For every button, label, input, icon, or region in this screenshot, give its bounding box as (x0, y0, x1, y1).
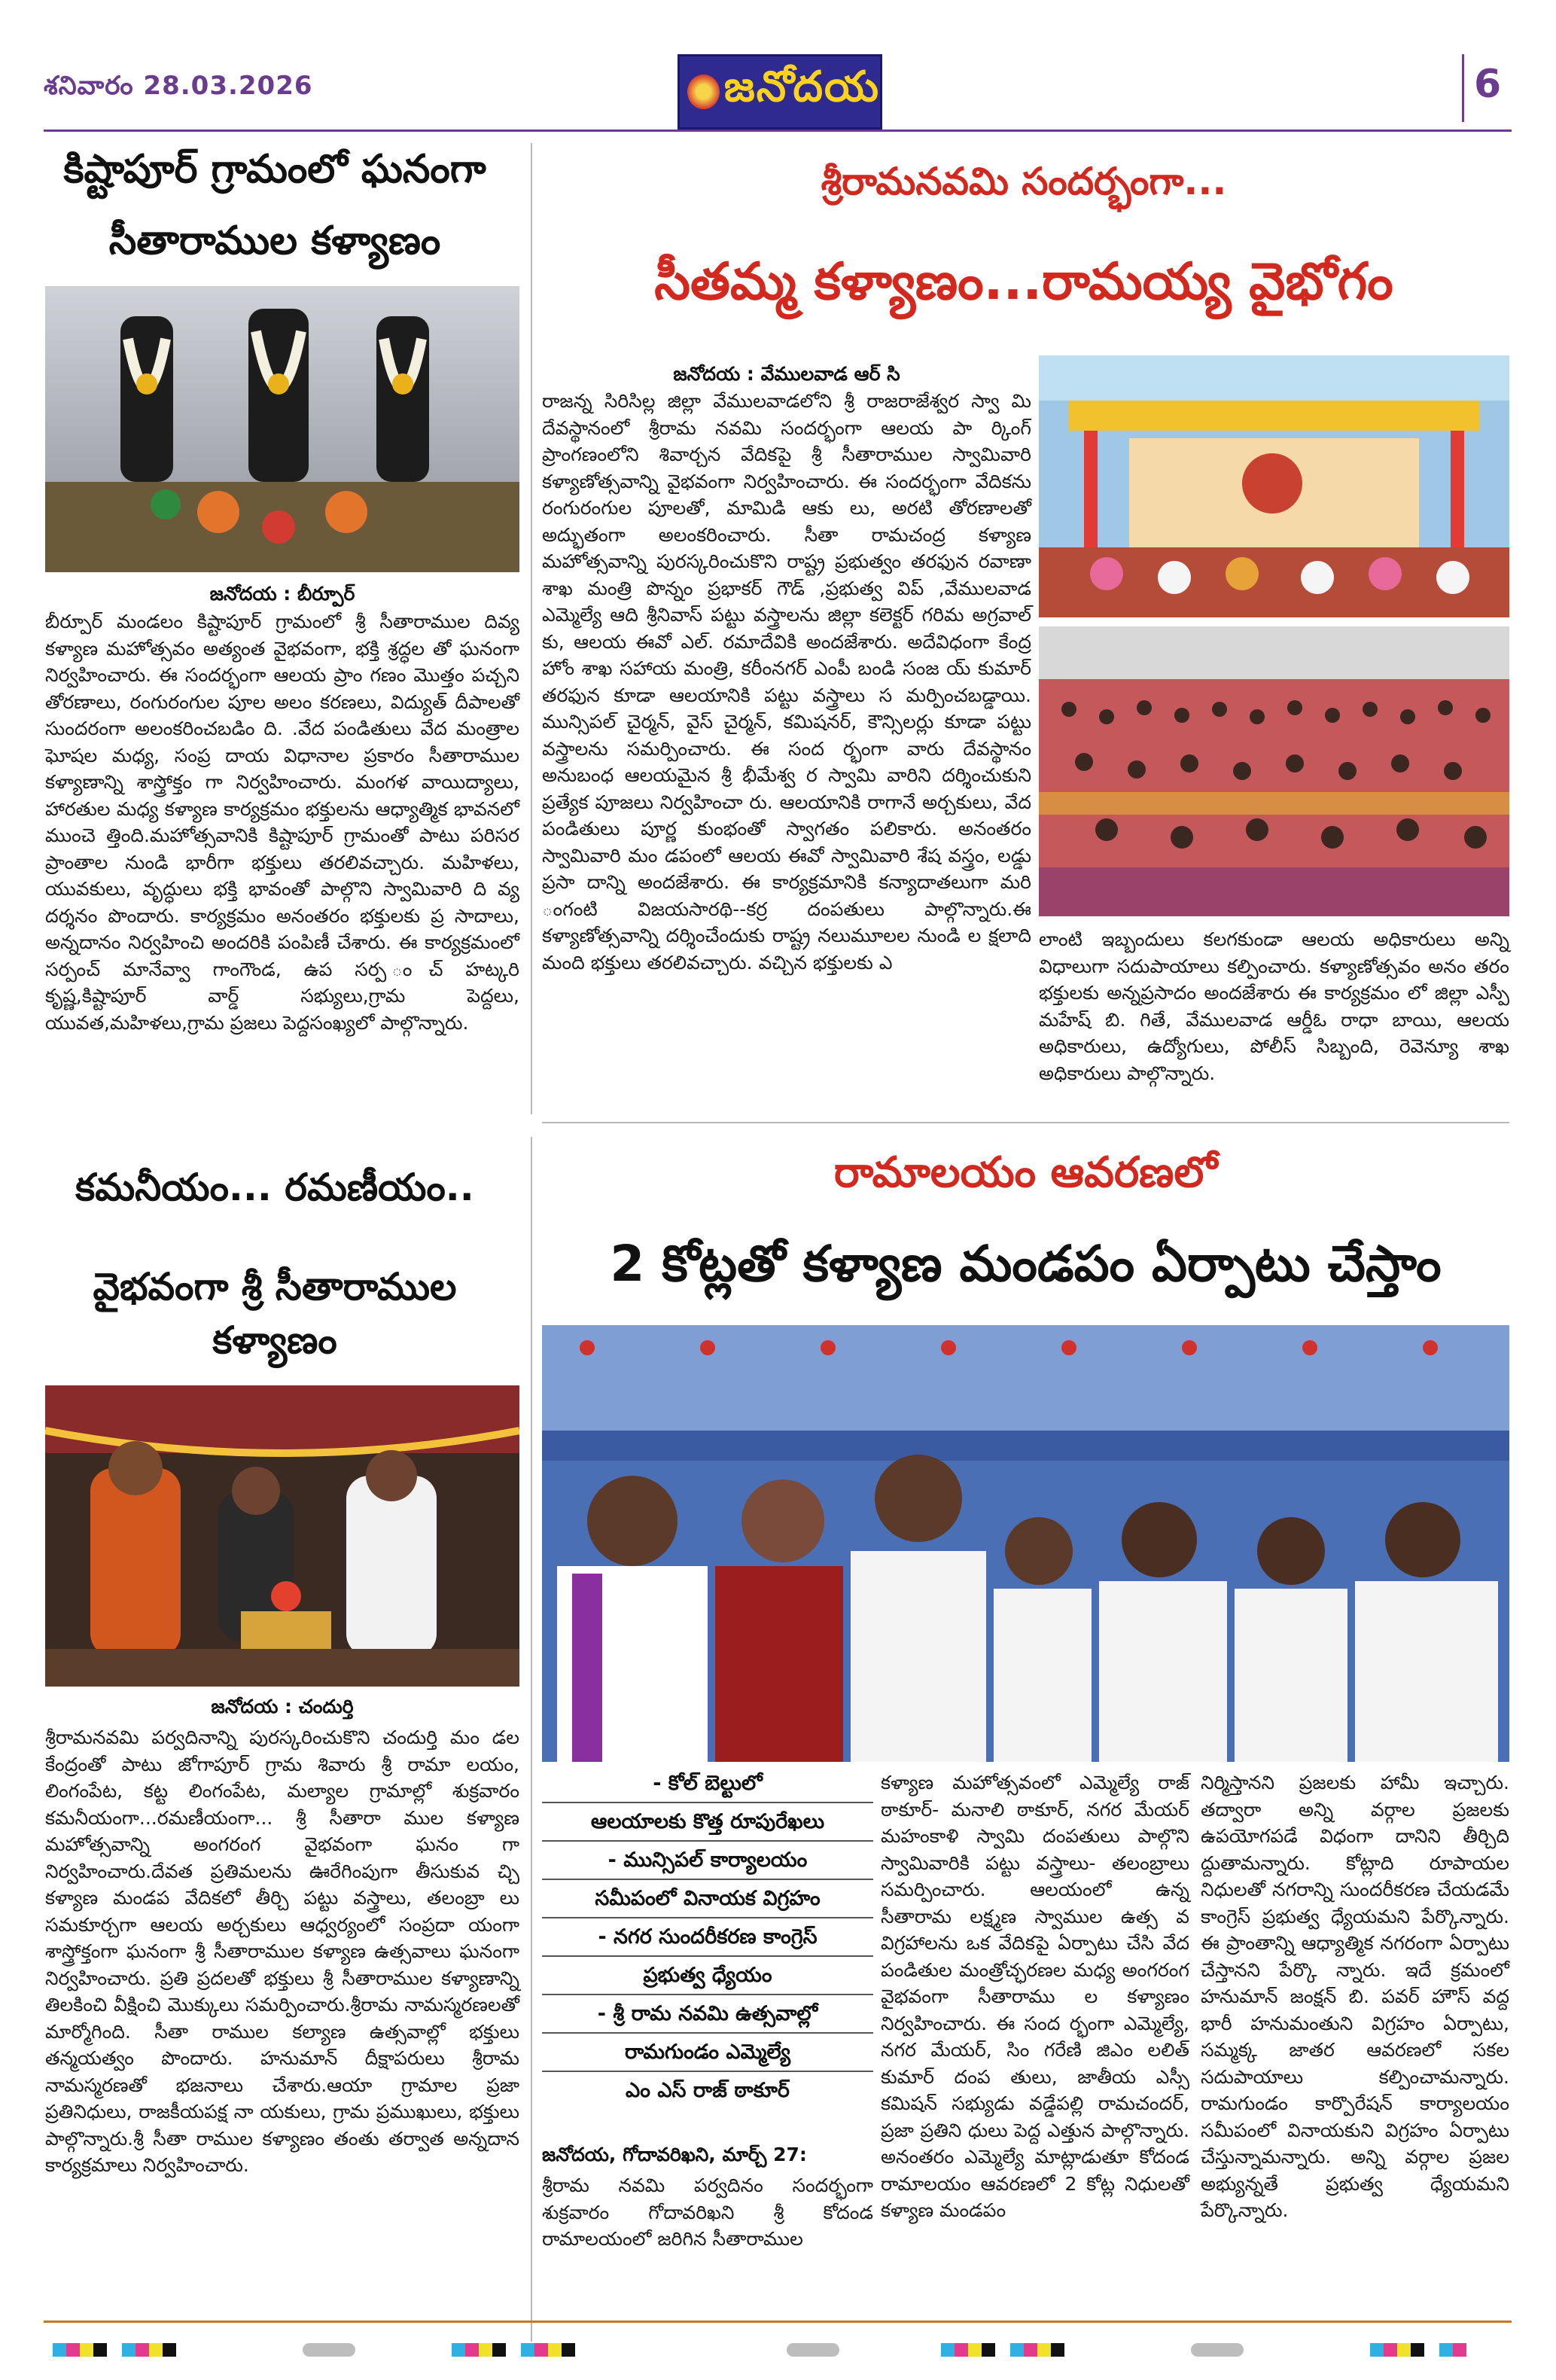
kalyanam-ritual-image (45, 1385, 519, 1687)
story2-headline: సీతమ్మ కళ్యాణం...రామయ్య వైభోగం (654, 252, 1393, 312)
page-number-divider (1462, 54, 1464, 122)
story2-body-left: రాజన్న సిరిసిల్ల జిల్లా వేములవాడలోని శ్రీ రాజరాజేశ్వర స్వా మి దేవస్థానంలో శ్రీరామ నవమి సందర్భంగా ఆలయ పా ర్కింగ్ ప్రాంగణంలోని శివార్చన వేదికపై శ్రీ సీతారాముల స్వామివారి కళ్యాణోత్సవాన్ని వైభవంగా నిర్వహించారు. ఈ సందర్భంగా వేదికను రంగురంగుల పూలతో, మామిడి ఆకు లు, అరటి తోరణాలతో అద్భుతంగా అలంకరించారు. సీతా రామచంద్ర కళ్యాణ మహోత్సవాన్ని పురస్కరించుకొని రాష్ట్ర ప్రభుత్వం తరఫున రవాణా శాఖ మంత్రి పొన్నం ప్రభాకర్ గౌడ్ ,ప్రభుత్వ విప్ ,వేములవాడ ఎమ్మెల్యే ఆది శ్రీనివాస్ పట్టు వస్త్రాలను జిల్లా కలెక్టర్ గరిమ అగ్రవాల్ కు, ఆలయ ఈవో ఎల్. రమాదేవికి అందజేశారు. అదేవిధంగా కేంద్ర హోం శాఖ సహాయ మంత్రి, కరీంనగర్ ఎంపీ బండి సంజ య్ కుమార్ తరఫున కూడా ఆలయానికి పట్టు వస్త్రాలు స మర్పించబడ్డాయి. మున్సిపల్ చైర్మన్, వైస్ చైర్మన్, కమిషనర్, కౌన్సిలర్లు కూడా పట్టు వస్త్రాలను సమర్పించారు. ఈ సంద ర్భంగా వారు దేవస్థానం అనుబంధ ఆలయమైన శ్రీ భీమేశ్వ ర స్వామి వారిని దర్శించుకుని ప్రత్యేక పూజలు నిర్వహించా రు. ఆలయానికి రాగానే అర్చకులు, వేద పండితులు పూర్ణ కుంభంతో స్వాగతం పలికారు. అనంతరం స్వామివారి మం డపంలో ఆలయ ఈవో స్వామివారి శేష వస్త్రం, లడ్డు ప్రసా దాన్ని అందజేశారు. ఈ కార్యక్రమానికి కన్యాదాతలుగా మరి ంగంటి విజయసారథి--కర్ర దంపతులు పాల్గొన్నారు.ఈ కళ్యాణోత్సవాన్ని దర్శించేందుకు రాష్ట్ర నలుమూలల నుండి ల క్షలాది మంది భక్తులు తరలివచ్చారు. వచ్చిన భక్తులకు ఎ (542, 390, 1031, 974)
highlight-2-line2: సమీపంలో వినాయక విగ్రహం (595, 1887, 821, 1910)
highlight-divider (542, 1879, 873, 1880)
section-divider (542, 1122, 1509, 1123)
story4-body-col2: కళ్యాణ మహోత్సవంలో ఎమ్మెల్యే రాజ్ ఠాకూర్- మనాలి ఠాకూర్, నగర మేయర్ మహంకాళి స్వామి దంపతులు పాల్గొని స్వామివారికి పట్టు వస్త్రాలు- తలంబ్రాలు సమర్పించారు. ఆలయంలో ఉన్న సీతారామ లక్ష్మణ స్వాముల ఉత్స వ విగ్రహాలను ఒక వేదికపై ఏర్పాటు చేసి వేద పండితుల మంత్రోచ్ఛరణల మధ్య అంగరంగ వైభవంగా సీతారాము ల కళ్యాణం నిర్వహించారు. ఈ సంద ర్భంగా ఎమ్మెల్యే, నగర మేయర్, సిం గరేణి జిఎం లలిత్ కుమార్ దంప తులు, జాతీయ ఎస్సీ కమిషన్ సభ్యుడు వడ్డేపల్లి రామచందర్, ప్రజా ప్రతిని ధులు పెద్ద ఎత్తున పాల్గొన్నారు. అనంతరం ఎమ్మెల్యే మాట్లాడుతూ కోదండ రామాలయం ఆవరణలో 2 కోట్ల నిధులతో కళ్యాణ మండపం (881, 1772, 1189, 2221)
highlight-3-line1: - నగర సుందరీకరణ కాంగ్రెస్ (598, 1925, 818, 1949)
registration-oval (787, 2343, 839, 2357)
registration-mark-far-right (1370, 2343, 1466, 2357)
masthead-rule (44, 130, 1512, 132)
column-divider-bottom (531, 1137, 532, 2342)
story4-body-col3: నిర్మిస్తానని ప్రజలకు హామీ ఇచ్చారు. తద్వారా అన్ని వర్గాల ప్రజలకు ఉపయోగపడే విధంగా దానిని తీర్చిది ద్దుతామన్నారు. కోట్లాది రూపాయల నిధులతో నగరాన్ని సుందరీకరణ చేయడమే కాంగ్రెస్ ప్రభుత్వ ధ్యేయమని పేర్కొన్నారు. ఈ ప్రాంతాన్ని ఆధ్యాత్మిక నగరంగా ఏర్పాటు చేస్తానని పేర్కొ న్నారు. ఇదే క్రమంలో హనుమాన్ జంక్షన్ బి. పవర్ హౌస్ వద్ద భారీ హనుమంతుని విగ్రహం ఏర్పాటు, సమ్మక్క జాతర ఆవరణలో సకల సదుపాయాలు కల్పించామన్నారు. రామగుండం కార్పొరేషన్ కార్యాలయం సమీపంలో వినాయకుని విగ్రహం ఏర్పాటు చేస్తున్నామన్నారు. అన్ని వర్గాల ప్రజల అభ్యున్నతే ప్రభుత్వ ధ్యేయమని పేర్కొన్నారు. (1201, 1772, 1509, 2221)
page-number: 6 (1474, 62, 1502, 107)
registration-mark-right (941, 2343, 1064, 2357)
highlight-1-line1: - కోల్ బెల్టులో (653, 1772, 763, 1795)
registration-oval (303, 2343, 355, 2357)
story3-dateline: జనోదయ : చందుర్తి (211, 1696, 354, 1717)
highlight-divider (542, 1955, 873, 1957)
highlight-divider (542, 1917, 873, 1918)
highlight-divider (542, 1802, 873, 1803)
highlight-divider (542, 1994, 873, 1995)
highlight-2-line1: - మున్సిపల్ కార్యాలయం (607, 1848, 808, 1872)
logo-name: జనోదయ (723, 62, 880, 111)
highlight-divider (542, 1840, 873, 1842)
highlight-divider (542, 2032, 873, 2034)
highlight-4-line2: రామగుండం ఎమ్మెల్యే (624, 2040, 791, 2064)
column-divider-top (531, 143, 532, 1114)
story4-photo-mla (542, 1325, 1509, 1762)
story2-body-right: లాంటి ఇబ్బందులు కలగకుండా ఆలయ అధికారులు అన్ని విధాలుగా సదుపాయాలు కల్పించారు. కళ్యాణోత్సవం అనం తరం భక్తులకు అన్నప్రసాదం అందజేశారు ఈ కార్యక్రమం లో జిల్లా ఎస్పీ మహేష్ బి. గితే, వేములవాడ ఆర్డీఓ రాధా బాయి, ఆలయ అధికారులు, ఉద్యోగులు, పోలీస్ సిబ్బంది, రెవెన్యూ శాఖ అధికారులు పాల్గొన్నారు. (1039, 928, 1509, 1084)
wedding-stage-image (1039, 355, 1509, 617)
highlight-1-line2: ఆలయాలకు కొత్త రూపురేఖలు (590, 1810, 825, 1833)
newspaper-logo (678, 54, 882, 130)
registration-mark-center (452, 2343, 575, 2357)
highlight-3-line2: ప్రభుత్వ ధ్యేయం (643, 1964, 772, 1987)
highlight-divider (542, 2071, 873, 2072)
story3-photo-ritual (45, 1385, 519, 1687)
story3-body: శ్రీరామనవమి పర్వదినాన్ని పురస్కరించుకొని చందుర్తి మం డల కేంద్రంతో పాటు జోగాపూర్ గ్రామ శివారు శ్రీ రామా లయం, లింగంపేట, కట్ట లింగంపేట, మల్యాల గ్రామాల్లో శుక్రవారం కమనీయంగా...రమణీయంగా... శ్రీ సీతారా ముల కళ్యాణ మహోత్సవాన్ని అంగరంగ వైభవంగా ఘనం గా నిర్వహించారు.దేవత ప్రతిమలను ఊరేగింపుగా తీసుకువ చ్చి కళ్యాణ మండప వేదికలో తీర్చి పట్టు వస్త్రాలు, తలంబ్రా లు సమకూర్చగా ఆలయ అర్చకులు ఆధ్వర్యంలో సంప్రదా యంగా శాస్త్రోక్తంగా ఘనంగా శ్రీ సీతారాముల కళ్యాణ ఉత్సవాలు ఘనంగా నిర్వహించారు. ప్రతి ప్రదలతో భక్తులు శ్రీ సీతారాముల కళ్యాణాన్ని తిలకించి వీక్షించి మొక్కులు సమర్పించారు.శ్రీరామ నామస్మరణలతో మార్మోగింది. సీతా రాముల కల్యాణ ఉత్సవాల్లో భక్తులు తన్మయత్వం పొందారు. హనుమాన్ దీక్షాపరులు శ్రీరామ నామస్మరణతో భజనాలు చేశారు.ఆయా గ్రామాల ప్రజా ప్రతినిధులు, రాజకీయపక్ష నా యకులు, గ్రామ ప్రముఖులు, భక్తులు పాల్గొన్నారు.శ్రీ సీతా రాముల కళ్యాణం తంతు తర్వాత అన్నదాన కార్యక్రమాలు నిర్వహించారు. (45, 1726, 519, 2176)
logo-emblem-icon (687, 75, 720, 109)
story3-headline-line2: వైభవంగా శ్రీ సీతారాముల కళ్యాణం (93, 1265, 457, 1362)
story1-dateline: జనోదయ : బీర్పూర్ (209, 583, 355, 605)
highlight-4-line1: - శ్రీ రామ నవమి ఉత్సవాల్లో (597, 2002, 818, 2025)
story4-highlights (542, 1769, 873, 2104)
story4-kicker: రామాలయం ఆవరణలో (833, 1148, 1218, 1197)
story1-headline-line2: సీతారాముల కళ్యాణం (108, 218, 441, 264)
footer-rule (44, 2321, 1512, 2323)
registration-mark-left (53, 2343, 176, 2357)
story4-headline: 2 కోట్లతో కళ్యాణ మండపం ఏర్పాటు చేస్తాం (610, 1235, 1442, 1293)
story1-headline-line1: కిష్టాపూర్ గ్రామంలో ఘనంగా (63, 147, 486, 192)
story4-dateline: జనోదయ, గోదావరిఖని, మార్చ్ 27: (542, 2144, 807, 2165)
story2-dateline: జనోదయ : వేములవాడ ఆర్ సి (673, 363, 900, 385)
devotees-crowd-image (1039, 626, 1509, 916)
issue-date: శనివారం 28.03.2026 (44, 71, 313, 101)
story1-body: బీర్పూర్ మండలం కిష్టాపూర్ గ్రామంలో శ్రీ సీతారాముల దివ్య కళ్యాణ మహోత్సవం అత్యంత వైభవంగా, భక్తి శ్రద్ధల తో ఘనంగా నిర్వహించారు. ఈ సందర్భంగా ఆలయ ప్రాం గణం మొత్తం పచ్చని తోరణాలు, రంగురంగుల పూల అలం కరణలు, విద్యుత్ దీపాలతో సుందరంగా అలంకరించబడిం ది. .వేద పండితులు వేద మంత్రాల ఘోషల మధ్య, సంప్ర దాయ విధానాల ప్రకారం సీతారాముల కళ్యాణాన్ని శాస్త్రోక్తం గా నిర్వహించారు. మంగళ వాయిద్యాలు, హారతుల మధ్య కళ్యాణ కార్యక్రమం భక్తులను ఆధ్యాత్మిక భావనలో ముంచె త్తింది.మహోత్సవానికి కిష్టాపూర్ గ్రామంతో పాటు పరిసర ప్రాంతాల నుండి భారీగా భక్తులు తరలివచ్చారు. మహిళలు, యువకులు, వృద్ధులు భక్తి భావంతో పాల్గొని స్వామివారి ది వ్య దర్శనం పొందారు. కార్యక్రమం అనంతరం భక్తులకు ప్ర సాదాలు, అన్నదానం నిర్వహించి అందరికి పంపిణీ చేశారు. ఈ కార్యక్రమంలో సర్పంచ్ మానేవ్వా గాంగౌండ, ఉప సర్ప ంచ్ హట్కరి కృష్ణ,కిష్టాపూర్ వార్డ్ సభ్యులు,గ్రామ పెద్దలు, యువత,మహిళలు,గ్రామ ప్రజలు పెద్దసంఖ్యలో పాల్గొన్నారు. (45, 611, 519, 1034)
story2-kicker: శ్రీరామనవమి సందర్భంగా... (821, 160, 1227, 203)
story3-headline-line1: కమనీయం... రమణీయం.. (75, 1166, 474, 1209)
mla-stage-image (542, 1325, 1509, 1762)
story2-photo-stage (1039, 355, 1509, 617)
story4-body-col1: శ్రీరామ నవమి పర్వదినం సందర్భంగా శుక్రవారం గోదావరిఖని శ్రీ కోదండ రామాలయంలో జరిగిన సీతారాముల (542, 2174, 873, 2250)
deity-altar-image (45, 286, 519, 572)
story2-photo-crowd (1039, 626, 1509, 916)
highlight-4-line3: ఎం ఎస్ రాజ్ ఠాకూర్ (626, 2079, 790, 2102)
story1-photo-deities (45, 286, 519, 572)
registration-oval (1191, 2343, 1244, 2357)
